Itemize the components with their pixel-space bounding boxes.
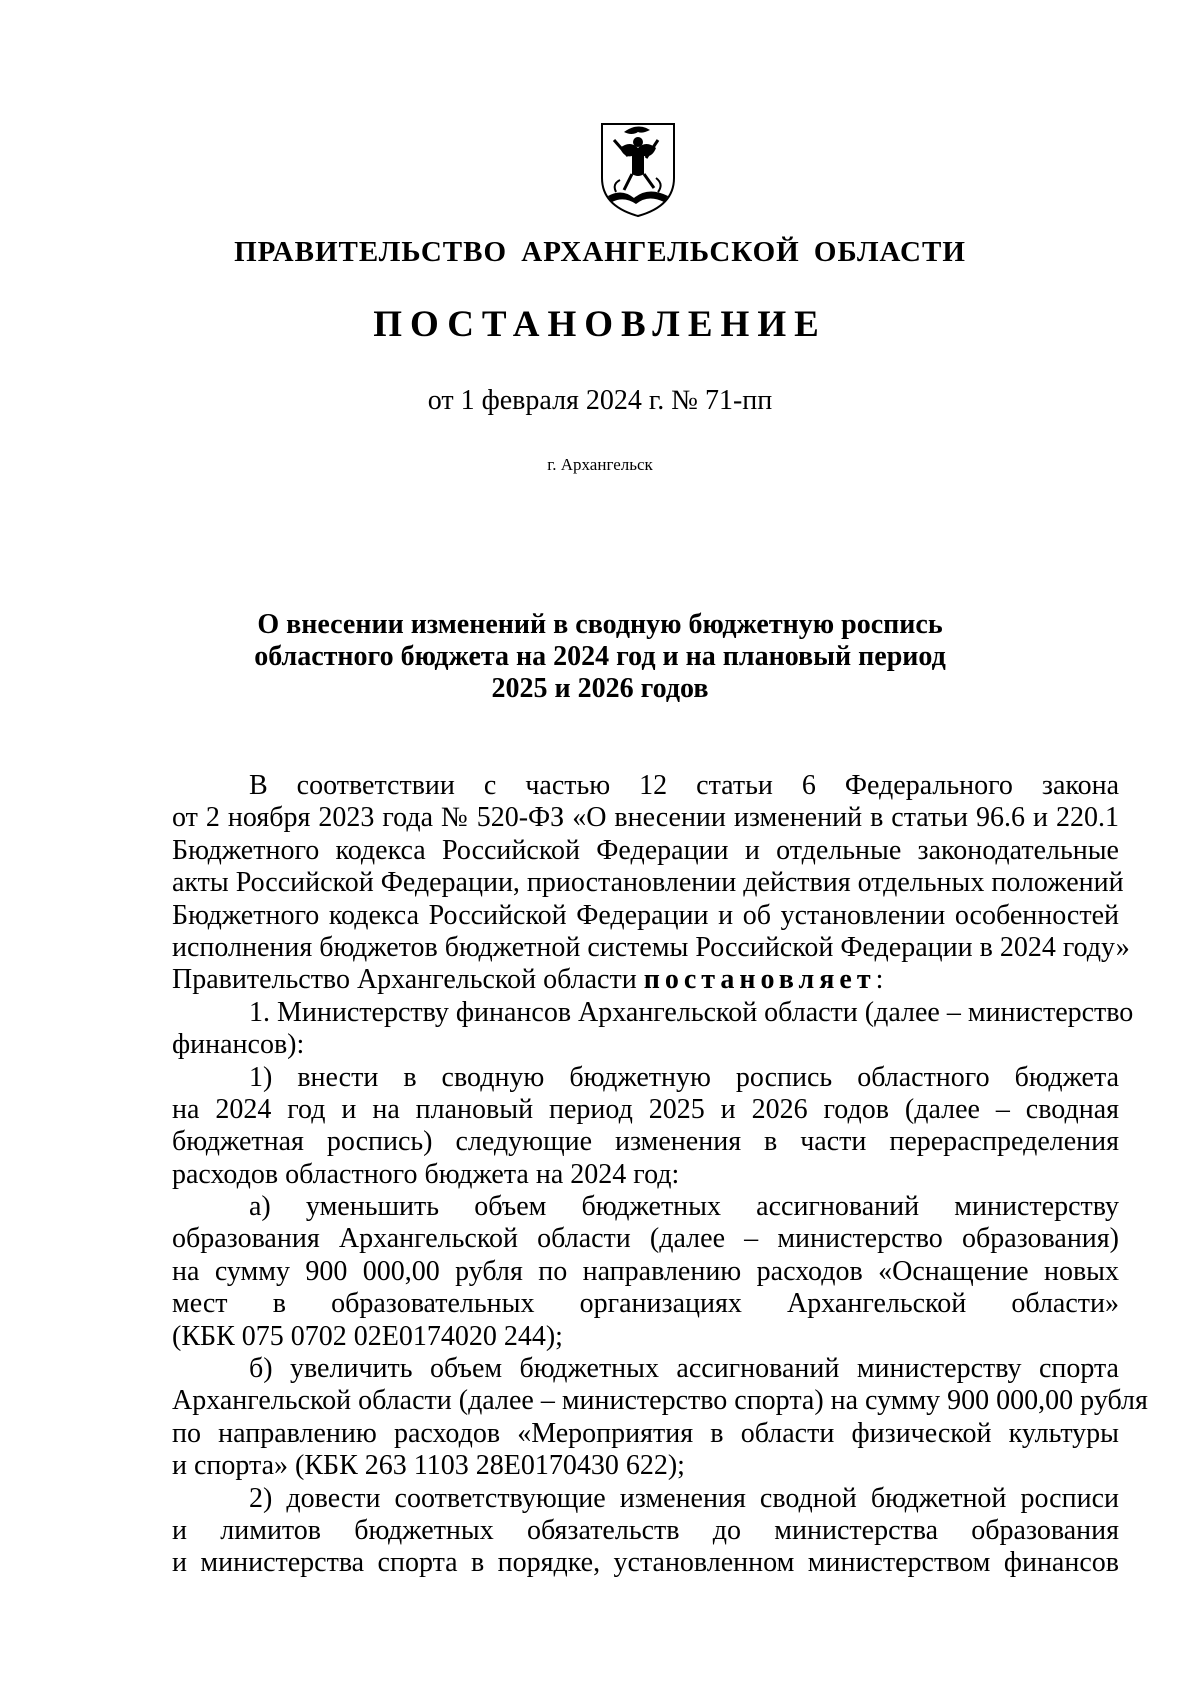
document-city: г. Архангельск: [547, 455, 653, 474]
document-date-number: от 1 февраля 2024 г. № 71-пп: [427, 385, 773, 416]
title-line: 2025 и 2026 годов: [491, 673, 709, 704]
body-line: Архангельской области (далее – министерство спорта) на сумму 900 000,00 рубля: [172, 1385, 1148, 1417]
body-line: Бюджетного кодекса Российской Федерации и отдельные законодательные: [172, 834, 1119, 866]
archangel-coat-of-arms-icon: [598, 118, 678, 218]
body-line: а) уменьшить объем бюджетных ассигнований министерству: [249, 1191, 1119, 1223]
decree-colon: :: [875, 964, 884, 996]
document-title: [0, 609, 1200, 705]
body-line: бюджетная роспись) следующие изменения в части перераспределения: [172, 1126, 1119, 1158]
body-line: Бюджетного кодекса Российской Федерации и об установлении особенностей: [172, 899, 1119, 931]
document-body: [172, 770, 1148, 1580]
body-line: и лимитов бюджетных обязательств до министерства образования: [172, 1514, 1119, 1546]
body-line: акты Российской Федерации, приостановлении действия отдельных положений: [172, 867, 1124, 899]
body-line-text: Правительство Архангельской области: [172, 964, 637, 996]
body-line: и спорта» (КБК 263 1103 28Е0170430 622);: [172, 1450, 685, 1482]
body-line: В соответствии с частью 12 статьи 6 Федерального закона: [249, 770, 1119, 801]
body-line: по направлению расходов «Мероприятия в области физической культуры: [172, 1417, 1119, 1449]
decree-word: постановляет: [643, 964, 876, 996]
body-line: и министерства спорта в порядке, установленном министерством финансов: [172, 1547, 1119, 1579]
body-line: б) увеличить объем бюджетных ассигнований министерству спорта: [249, 1353, 1119, 1385]
body-line: исполнения бюджетов бюджетной системы Российской Федерации в 2024 году»: [172, 931, 1130, 963]
body-line: расходов областного бюджета на 2024 год:: [172, 1158, 680, 1190]
title-line: областного бюджета на 2024 год и на плановый период: [254, 641, 946, 672]
body-line: финансов):: [172, 1029, 305, 1061]
body-line: 2) довести соответствующие изменения сводной бюджетной росписи: [249, 1482, 1119, 1514]
body-line: на 2024 год и на плановый период 2025 и 2026 годов (далее – сводная: [172, 1093, 1119, 1125]
body-line: от 2 ноября 2023 года № 520-ФЗ «О внесении изменений в статьи 96.6 и 220.1: [172, 802, 1119, 834]
title-line: О внесении изменений в сводную бюджетную роспись: [257, 609, 943, 640]
body-line: (КБК 075 0702 02Е0174020 244);: [172, 1320, 563, 1352]
body-line: 1. Министерству финансов Архангельской области (далее – министерство: [249, 996, 1134, 1028]
document-type: ПОСТАНОВЛЕНИЕ: [373, 304, 827, 345]
body-line: мест в образовательных организациях Архангельской области»: [172, 1288, 1119, 1320]
body-line: образования Архангельской области (далее – министерство образования): [172, 1223, 1119, 1255]
organization-name: ПРАВИТЕЛЬСТВО АРХАНГЕЛЬСКОЙ ОБЛАСТИ: [234, 236, 966, 268]
body-line-decree: [172, 964, 1119, 996]
body-line: на сумму 900 000,00 рубля по направлению расходов «Оснащение новых: [172, 1255, 1119, 1287]
body-line: 1) внести в сводную бюджетную роспись областного бюджета: [249, 1061, 1119, 1093]
